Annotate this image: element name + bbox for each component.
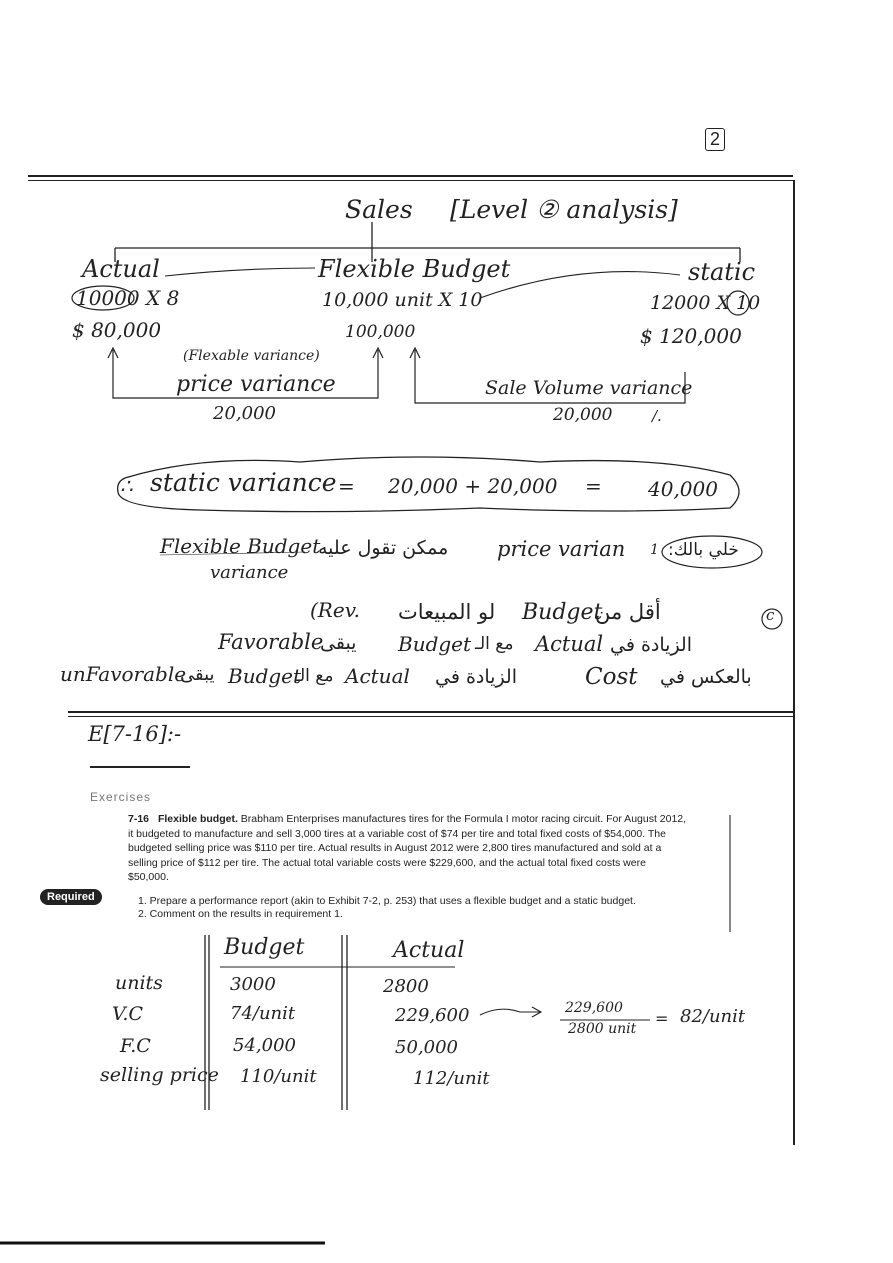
note3-actual: Actual: [535, 632, 604, 656]
note2-ar2: أقل من: [595, 600, 661, 624]
table-cell-budget-fc: 54,000: [233, 1035, 296, 1056]
note4-actual: Actual: [345, 664, 410, 688]
required-badge: Required: [40, 889, 102, 905]
note3-ar3: الزيادة في: [610, 634, 693, 656]
flexible-total: 100,000: [345, 322, 416, 342]
static-total: $ 120,000: [640, 324, 742, 348]
mid-rule: [68, 711, 793, 713]
note4-cost: Cost: [585, 664, 638, 690]
static-calc: 12000 X 10: [650, 292, 761, 314]
table-cell-actual-fc: 50,000: [395, 1037, 458, 1058]
table-row-label-fc: F.C: [120, 1035, 151, 1057]
sale-volume-variance-suffix: /.: [652, 407, 662, 425]
static-label: static: [688, 258, 756, 286]
note4-ar3: الزيادة في: [435, 666, 518, 688]
sale-volume-variance-value: 20,000: [553, 405, 613, 425]
small-rule: [90, 766, 190, 768]
note3-ar1: يبقى: [320, 632, 357, 654]
sales-title: Sales: [345, 195, 413, 224]
actual-label: Actual: [82, 255, 160, 283]
note2-c: c: [766, 606, 775, 624]
flexible-calc: 10,000 unit X 10: [322, 289, 483, 311]
exercise-number: 7-16: [128, 813, 150, 825]
note2-ar1: لو المبيعات: [398, 600, 496, 624]
note1-en: Flexible Budget: [160, 534, 321, 558]
flexible-budget-label: Flexible Budget: [318, 255, 511, 283]
table-row-label-units: units: [115, 972, 163, 994]
static-variance-expr: 20,000 + 20,000: [388, 474, 558, 498]
requirement-2: 2. Comment on the results in requirement 1.: [138, 908, 343, 920]
static-variance-result: 40,000: [648, 477, 718, 501]
table-header-actual: Actual: [393, 938, 465, 963]
note4-budget: Budget: [228, 664, 302, 688]
note4-unfavorable: unFavorable: [60, 662, 187, 686]
actual-calc: 10000 X 8: [76, 286, 180, 310]
table-cell-budget-vc: 74/unit: [230, 1003, 296, 1024]
note4-ar2: مع الـ: [295, 666, 334, 686]
table-cell-actual-selling-price: 112/unit: [413, 1068, 490, 1089]
table-cell-budget-units: 3000: [230, 974, 276, 995]
calc-denominator: 2800 unit: [568, 1021, 637, 1037]
mid-rule-thin: [68, 716, 793, 717]
exercises-heading: Exercises: [90, 790, 152, 804]
note1-circled: 1: [650, 542, 659, 558]
note3-budget: Budget: [398, 632, 472, 656]
static-variance-prefix: ∴: [120, 474, 133, 498]
requirement-1: 1. Prepare a performance report (akin to Exhibit 7-2, p. 253) that uses a flexible budget and a static budget.: [138, 895, 636, 907]
calc-result: 82/unit: [680, 1006, 746, 1027]
note1-ar: ممكن تقول عليه: [318, 537, 449, 559]
note2-rev: (Rev.: [310, 598, 360, 622]
exercise-text: [128, 812, 688, 885]
exercise-body: Brabham Enterprises manufactures tires for the Formula I motor racing circuit. For August 2012, it budgeted to manufacture and sell 3,000 tires at a variable cost of $74 per tire and total fixed costs of $54,000. The budgeted selling price was $110 per tire. Actual results in August 2012 were 2,800 tires manufactured and sold at a selling price of $112 per tire. The actual total variable costs were $229,600, and the actual total fixed costs were $50,000.: [128, 813, 687, 883]
note1-ar2: خلي بالك:: [668, 540, 739, 560]
note3-favorable: Favorable: [218, 630, 324, 654]
table-cell-actual-vc: 229,600: [395, 1005, 470, 1026]
actual-total: $ 80,000: [72, 318, 162, 342]
static-variance-label: static variance: [150, 468, 337, 497]
flex-variance-note: (Flexable variance): [183, 348, 320, 364]
table-cell-budget-selling-price: 110/unit: [240, 1066, 317, 1087]
note3-ar2: مع الـ: [475, 634, 514, 654]
note4-ar1: يبقى: [180, 664, 215, 685]
table-header-budget: Budget: [224, 935, 305, 960]
calc-numerator: 229,600: [565, 1000, 623, 1016]
sale-volume-variance-label: Sale Volume variance: [485, 377, 693, 399]
table-row-label-selling-price: selling price: [100, 1064, 219, 1086]
static-variance-eq2: =: [585, 474, 602, 498]
note1-sub: variance: [210, 562, 289, 583]
price-variance-label: price variance: [176, 372, 336, 397]
page-number: 2: [705, 128, 725, 151]
note1-en2: price varian: [497, 537, 626, 561]
calc-eq: =: [655, 1009, 669, 1028]
note2-budget: Budget: [522, 600, 603, 625]
note4-ar4: بالعكس في: [660, 666, 752, 688]
table-cell-actual-units: 2800: [383, 976, 429, 997]
price-variance-value: 20,000: [213, 403, 276, 424]
exercise-title: Flexible budget.: [157, 813, 238, 825]
static-variance-eq1: =: [338, 474, 355, 498]
exercise-ref: E[7-16]:-: [88, 722, 182, 746]
table-row-label-vc: V.C: [112, 1003, 143, 1025]
level-title: [Level ② analysis]: [450, 195, 678, 224]
